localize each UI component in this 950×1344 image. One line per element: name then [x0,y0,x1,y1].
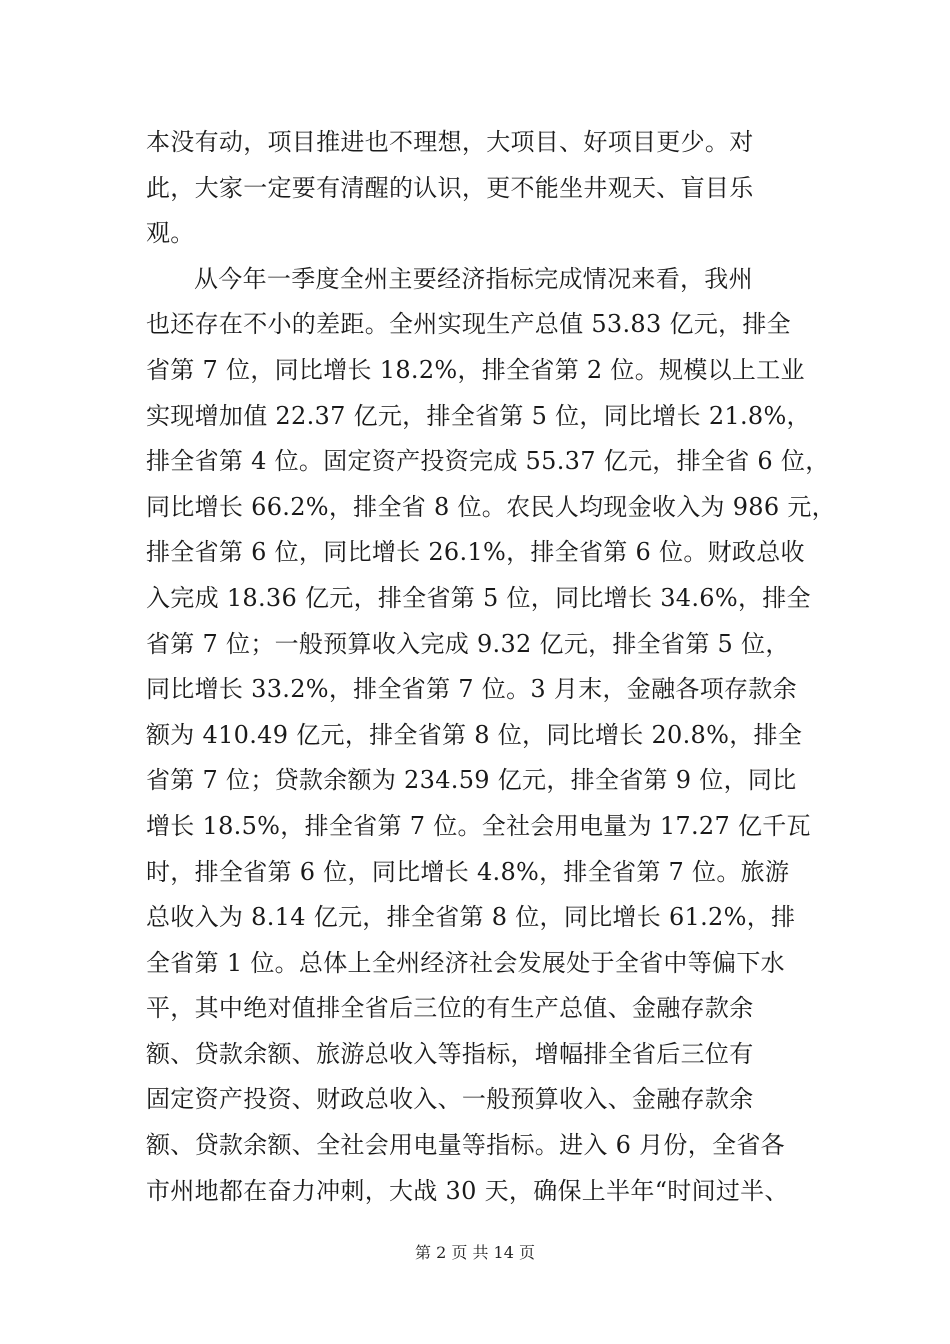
text-line: 实现增加值 22.37 亿元，排全省第 5 位，同比增长 21.8%， [146,401,811,430]
text-line: 全省第 1 位。总体上全州经济社会发展处于全省中等偏下水 [146,948,785,977]
text-line: 额为 410.49 亿元，排全省第 8 位，同比增长 20.8%，排全 [146,720,803,749]
text-line: 同比增长 66.2%，排全省 8 位。农民人均现金收入为 986 元， [146,492,836,521]
text-line: 省第 7 位；一般预算收入完成 9.32 亿元，排全省第 5 位， [146,629,790,658]
text-line: 也还存在不小的差距。全州实现生产总值 53.83 亿元，排全 [146,310,791,339]
text-line: 省第 7 位；贷款余额为 234.59 亿元，排全省第 9 位，同比 [146,766,797,795]
text-line: 总收入为 8.14 亿元，排全省第 8 位，同比增长 61.2%，排 [146,903,796,932]
text-line: 增长 18.5%，排全省第 7 位。全社会用电量为 17.27 亿千瓦 [146,811,811,840]
paragraph-first-line: 从今年一季度全州主要经济指标完成情况来看，我州 [194,264,753,293]
text-line: 本没有动，项目推进也不理想，大项目、好项目更少。对 [146,128,754,156]
text-line: 固定资产投资、财政总收入、一般预算收入、金融存款余 [146,1085,754,1114]
text-line: 入完成 18.36 亿元，排全省第 5 位，同比增长 34.6%，排全 [146,583,811,612]
text-line: 排全省第 6 位，同比增长 26.1%，排全省第 6 位。财政总收 [146,538,805,567]
page-number-footer: 第 2 页 共 14 页 [415,1243,535,1262]
text-line: 额、贷款余额、旅游总收入等指标，增幅排全省后三位有 [146,1039,754,1068]
text-line: 额、贷款余额、全社会用电量等指标。进入 6 月份，全省各 [146,1131,785,1160]
text-line: 同比增长 33.2%，排全省第 7 位。3 月末，金融各项存款余 [146,675,797,704]
text-line: 市州地都在奋力冲刺，大战 30 天，确保上半年“时间过半、 [146,1176,789,1205]
body-text [146,120,836,1214]
text-line: 省第 7 位，同比增长 18.2%，排全省第 2 位。规模以上工业 [146,355,805,384]
text-line: 时，排全省第 6 位，同比增长 4.8%，排全省第 7 位。旅游 [146,857,790,886]
text-line: 观。 [146,219,195,248]
text-line: 平，其中绝对值排全省后三位的有生产总值、金融存款余 [146,994,754,1023]
text-line: 此，大家一定要有清醒的认识，更不能坐井观天、盲目乐 [146,173,754,202]
text-line: 排全省第 4 位。固定资产投资完成 55.37 亿元，排全省 6 位， [146,447,830,476]
